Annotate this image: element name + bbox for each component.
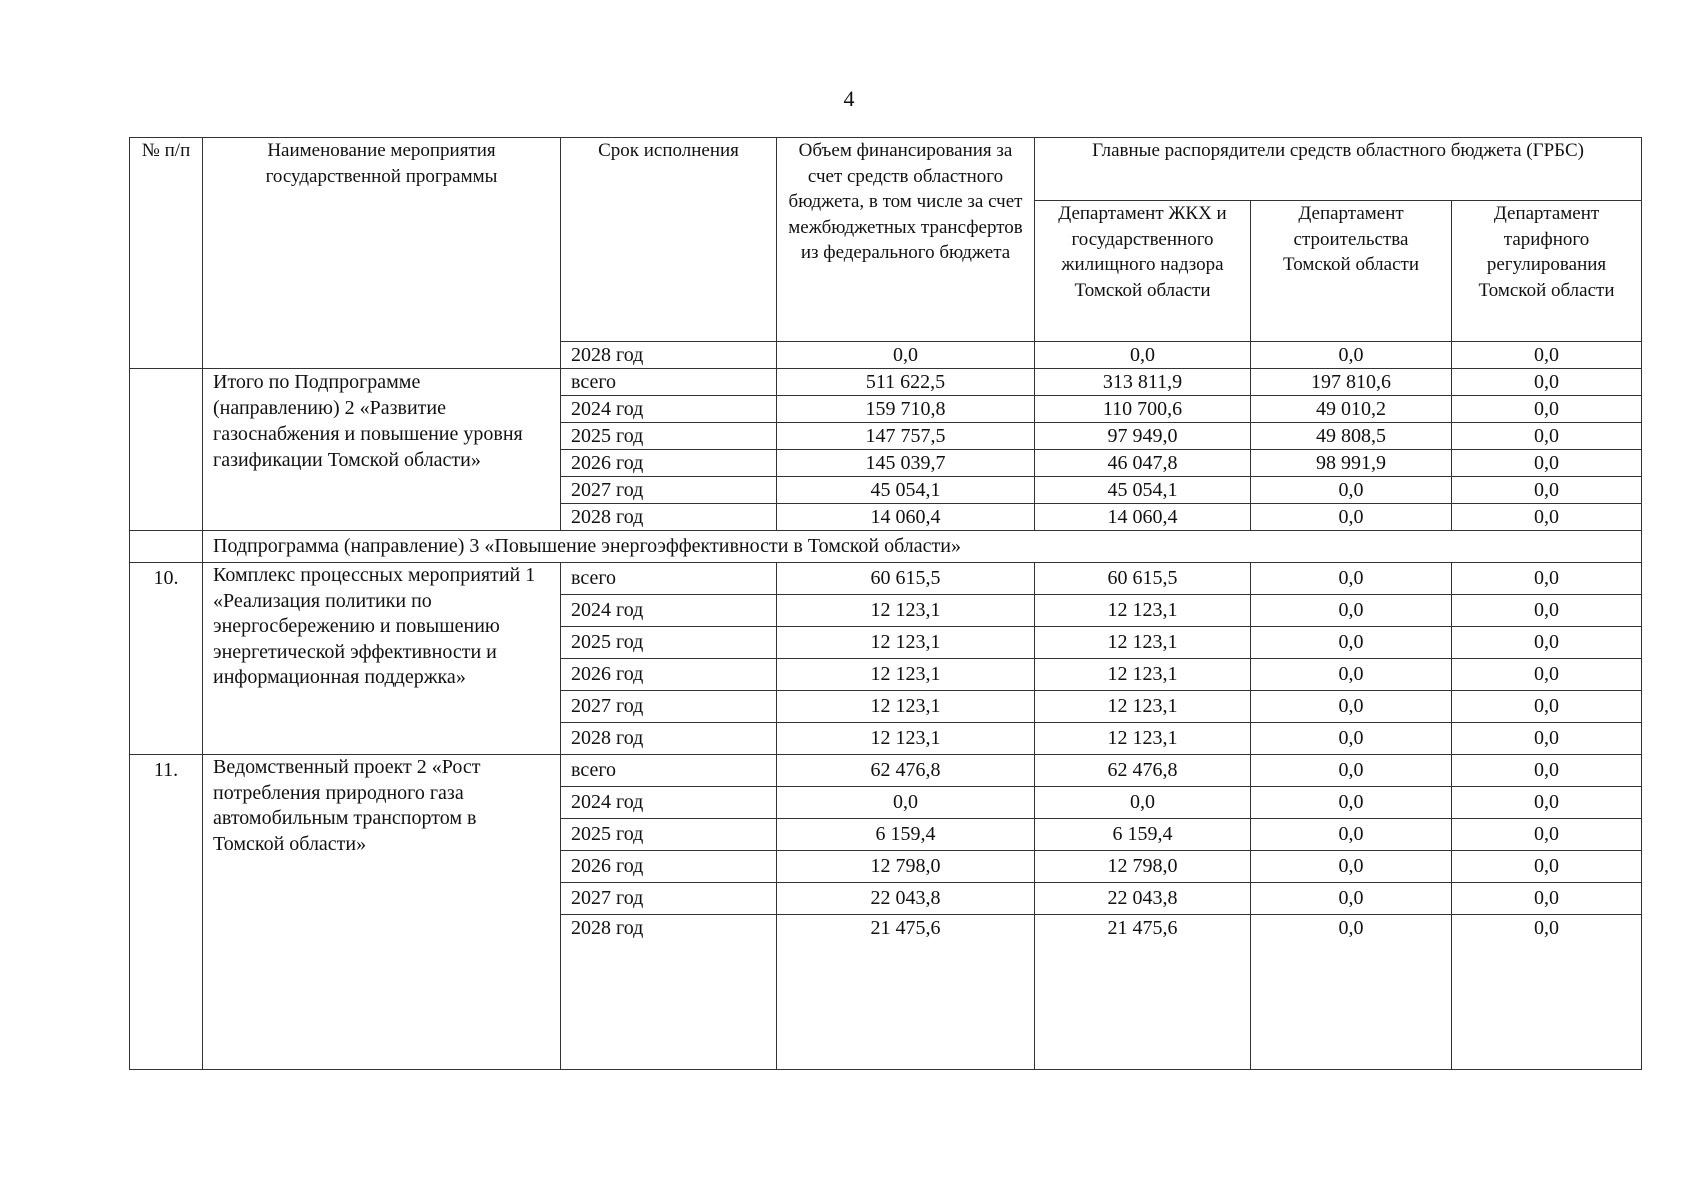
volume-cell: 12 123,1: [777, 595, 1035, 627]
volume-cell: 45 054,1: [777, 477, 1035, 504]
row-number: [130, 531, 203, 563]
volume-cell: 145 039,7: [777, 450, 1035, 477]
item-name: Комплекс процессных мероприятий 1 «Реализация политики по энергосбережению и повышению энергетической эффективности и информационная поддержка»: [203, 563, 561, 755]
dept-construction-cell: 0,0: [1251, 755, 1452, 787]
term-cell: 2025 год: [561, 423, 777, 450]
term-cell: всего: [561, 755, 777, 787]
dept-tariff-cell: 0,0: [1452, 787, 1642, 819]
dept-housing-cell: 12 123,1: [1035, 659, 1251, 691]
funding-table: [129, 137, 1642, 1070]
dept-tariff-cell: 0,0: [1452, 396, 1642, 423]
dept-tariff-cell: 0,0: [1452, 915, 1642, 1070]
dept-construction-cell: 0,0: [1251, 787, 1452, 819]
table-row: [130, 755, 1642, 787]
dept-construction-cell: 0,0: [1251, 851, 1452, 883]
dept-tariff-cell: 0,0: [1452, 755, 1642, 787]
term-cell: 2025 год: [561, 819, 777, 851]
dept-housing-cell: 110 700,6: [1035, 396, 1251, 423]
dept-housing-cell: 45 054,1: [1035, 477, 1251, 504]
volume-cell: 12 123,1: [777, 627, 1035, 659]
term-cell: 2028 год: [561, 342, 777, 369]
table-row: [130, 563, 1642, 595]
dept-housing-cell: 21 475,6: [1035, 915, 1251, 1070]
dept-construction-cell: 0,0: [1251, 477, 1452, 504]
dept-construction-cell: 197 810,6: [1251, 369, 1452, 396]
dept-tariff-cell: 0,0: [1452, 691, 1642, 723]
dept-tariff-cell: 0,0: [1452, 423, 1642, 450]
term-cell: 2026 год: [561, 450, 777, 477]
volume-cell: 12 123,1: [777, 691, 1035, 723]
term-cell: 2024 год: [561, 787, 777, 819]
dept-tariff-cell: 0,0: [1452, 819, 1642, 851]
dept-housing-cell: 0,0: [1035, 342, 1251, 369]
dept-construction-cell: 0,0: [1251, 659, 1452, 691]
dept-construction-cell: 0,0: [1251, 819, 1452, 851]
header-volume: Объем финансирования за счет средств областного бюджета, в том числе за счет межбюджетных трансфертов из федерального бюджета: [777, 138, 1035, 342]
term-cell: 2027 год: [561, 883, 777, 915]
header-dept-tariff: Департамент тарифного регулирования Томской области: [1452, 201, 1642, 342]
dept-construction-cell: 98 991,9: [1251, 450, 1452, 477]
term-cell: 2026 год: [561, 851, 777, 883]
row-number: [130, 369, 203, 531]
dept-construction-cell: 0,0: [1251, 627, 1452, 659]
header-grbs: Главные распорядители средств областного бюджета (ГРБС): [1035, 138, 1642, 201]
volume-cell: 147 757,5: [777, 423, 1035, 450]
term-cell: 2028 год: [561, 504, 777, 531]
volume-cell: 12 123,1: [777, 723, 1035, 755]
term-cell: 2026 год: [561, 659, 777, 691]
dept-construction-cell: 0,0: [1251, 563, 1452, 595]
dept-housing-cell: 6 159,4: [1035, 819, 1251, 851]
header-term: Срок исполнения: [561, 138, 777, 342]
dept-tariff-cell: 0,0: [1452, 504, 1642, 531]
volume-cell: 60 615,5: [777, 563, 1035, 595]
dept-tariff-cell: 0,0: [1452, 342, 1642, 369]
dept-construction-cell: 0,0: [1251, 915, 1452, 1070]
volume-cell: 6 159,4: [777, 819, 1035, 851]
dept-construction-cell: 0,0: [1251, 504, 1452, 531]
volume-cell: 14 060,4: [777, 504, 1035, 531]
dept-housing-cell: 12 123,1: [1035, 627, 1251, 659]
dept-housing-cell: 14 060,4: [1035, 504, 1251, 531]
dept-tariff-cell: 0,0: [1452, 851, 1642, 883]
volume-cell: 62 476,8: [777, 755, 1035, 787]
term-cell: всего: [561, 369, 777, 396]
volume-cell: 511 622,5: [777, 369, 1035, 396]
term-cell: 2024 год: [561, 396, 777, 423]
dept-construction-cell: 0,0: [1251, 723, 1452, 755]
volume-cell: 0,0: [777, 342, 1035, 369]
term-cell: 2024 год: [561, 595, 777, 627]
dept-tariff-cell: 0,0: [1452, 723, 1642, 755]
volume-cell: 159 710,8: [777, 396, 1035, 423]
dept-housing-cell: 46 047,8: [1035, 450, 1251, 477]
row-number: 11.: [130, 755, 203, 1070]
dept-construction-cell: 0,0: [1251, 883, 1452, 915]
dept-tariff-cell: 0,0: [1452, 450, 1642, 477]
volume-cell: 12 798,0: [777, 851, 1035, 883]
dept-housing-cell: 12 123,1: [1035, 723, 1251, 755]
dept-construction-cell: 49 808,5: [1251, 423, 1452, 450]
header-name: Наименование мероприятия государственной программы: [203, 138, 561, 369]
dept-housing-cell: 22 043,8: [1035, 883, 1251, 915]
dept-housing-cell: 12 798,0: [1035, 851, 1251, 883]
item-name: Ведомственный проект 2 «Рост потребления природного газа автомобильным транспортом в Томской области»: [203, 755, 561, 1070]
dept-housing-cell: 62 476,8: [1035, 755, 1251, 787]
dept-housing-cell: 0,0: [1035, 787, 1251, 819]
page-number: 4: [843, 86, 855, 111]
dept-tariff-cell: 0,0: [1452, 627, 1642, 659]
section-row: [130, 531, 1642, 563]
dept-tariff-cell: 0,0: [1452, 477, 1642, 504]
term-cell: 2027 год: [561, 691, 777, 723]
table-row: [130, 369, 1642, 396]
term-cell: 2028 год: [561, 723, 777, 755]
dept-construction-cell: 0,0: [1251, 691, 1452, 723]
volume-cell: 22 043,8: [777, 883, 1035, 915]
section-title: Подпрограмма (направление) 3 «Повышение энергоэффективности в Томской области»: [203, 531, 1642, 563]
dept-tariff-cell: 0,0: [1452, 369, 1642, 396]
header-row-1: [130, 138, 1642, 201]
dept-construction-cell: 0,0: [1251, 342, 1452, 369]
volume-cell: 0,0: [777, 787, 1035, 819]
dept-tariff-cell: 0,0: [1452, 563, 1642, 595]
dept-housing-cell: 12 123,1: [1035, 691, 1251, 723]
dept-housing-cell: 12 123,1: [1035, 595, 1251, 627]
header-dept-construction: Департамент строительства Томской области: [1251, 201, 1452, 342]
volume-cell: 12 123,1: [777, 659, 1035, 691]
dept-construction-cell: 0,0: [1251, 595, 1452, 627]
term-cell: 2025 год: [561, 627, 777, 659]
header-no: № п/п: [130, 138, 203, 369]
dept-housing-cell: 313 811,9: [1035, 369, 1251, 396]
header-dept-housing: Департамент ЖКХ и государственного жилищного надзора Томской области: [1035, 201, 1251, 342]
volume-cell: 21 475,6: [777, 915, 1035, 1070]
term-cell: всего: [561, 563, 777, 595]
dept-housing-cell: 97 949,0: [1035, 423, 1251, 450]
dept-tariff-cell: 0,0: [1452, 595, 1642, 627]
dept-housing-cell: 60 615,5: [1035, 563, 1251, 595]
dept-construction-cell: 49 010,2: [1251, 396, 1452, 423]
term-cell: 2028 год: [561, 915, 777, 1070]
term-cell: 2027 год: [561, 477, 777, 504]
subtotal-name: Итого по Подпрограмме (направлению) 2 «Развитие газоснабжения и повышение уровня газификации Томской области»: [203, 369, 561, 531]
dept-tariff-cell: 0,0: [1452, 659, 1642, 691]
dept-tariff-cell: 0,0: [1452, 883, 1642, 915]
row-number: 10.: [130, 563, 203, 755]
